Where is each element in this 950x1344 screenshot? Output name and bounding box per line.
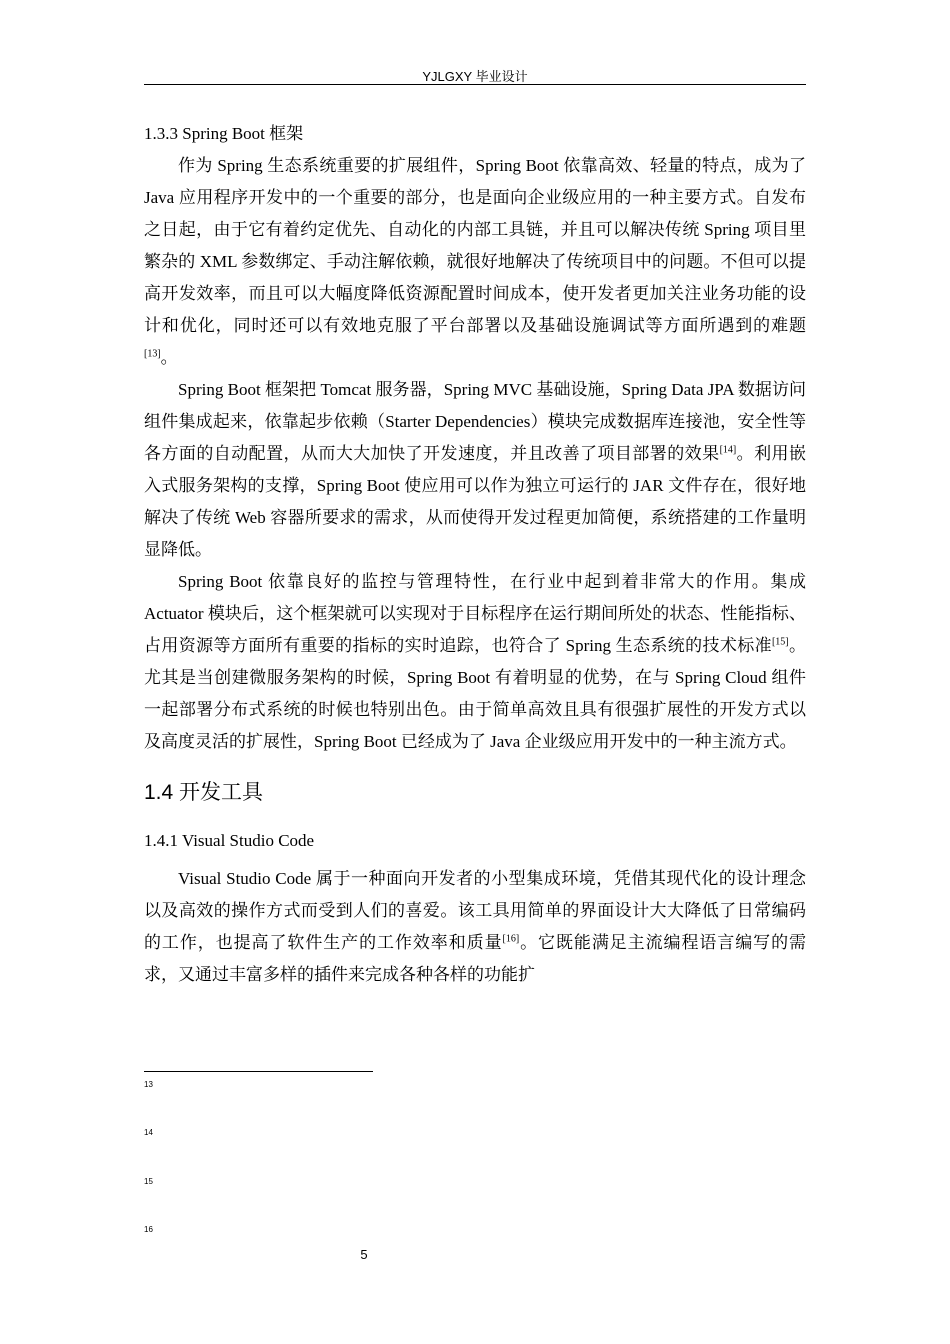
paragraph xyxy=(144,566,806,758)
paragraph-text: Spring Boot 依靠良好的监控与管理特性，在行业中起到着非常大的作用。集成 Actuator 模块后，这个框架就可以实现对于目标程序在运行期间所处的状态、性能指标、占用资源等方面所有重要的指标的实时追踪，也符合了 Spring 生态系统的技术标准 xyxy=(144,572,806,655)
section-heading-1-4: 1.4 开发工具 xyxy=(144,781,264,804)
section-heading-1-4-1: 1.4.1 Visual Studio Code xyxy=(144,831,315,850)
paragraph-text: Spring Boot 框架把 Tomcat 服务器，Spring MVC 基础设施，Spring Data JPA 数据访问组件集成起来，依靠起步依赖（Starter Dependencies）模块完成数据库连接池，安全性等各方面的自动配置，从而大大加快了开发速度，并且改善了项目部署的效果 xyxy=(144,380,806,463)
page-number: 5 xyxy=(360,1247,368,1262)
paragraph-text: 。 xyxy=(160,348,178,367)
citation: [13] xyxy=(144,348,161,360)
paragraph-text: Visual Studio Code 属于一种面向开发者的小型集成环境，凭借其现代化的设计理念以及高效的操作方式而受到人们的喜爱。该工具用简单的界面设计大大降低了日常编码的工作，也提高了软件生产的工作效率和质量 xyxy=(144,869,806,952)
footnote-marker: 16 xyxy=(144,1225,153,1234)
paragraph-text: 。它既能满足主流编程语言编写的需求，又通过丰富多样的插件来完成各种各样的功能扩 xyxy=(144,933,806,984)
body-text xyxy=(144,118,806,991)
paragraph-text: 作为 Spring 生态系统重要的扩展组件，Spring Boot 依靠高效、轻量的特点，成为了 Java 应用程序开发中的一个重要的部分，也是面向企业级应用的一种主要方式。自发布之日起，由于它有着约定优先、自动化的内部工具链，并且可以解决传统 Spring 项目里繁杂的 XML 参数绑定、手动注解依赖，就很好地解决了传统项目中的问题。不但可以提高开发效率，而且可以大幅度降低资源配置时间成本，使开发者更加关注业务功能的设计和优化，同时还可以有效地克服了平台部署以及基础设施调试等方面所遇到的难题 xyxy=(144,156,806,335)
citation: [16] xyxy=(502,933,520,945)
paragraph-text: 。利用嵌入式服务架构的支撑，Spring Boot 使应用可以作为独立可运行的 JAR 文件存在，很好地解决了传统 Web 容器所要求的需求，从而使得开发过程更加简便，系统搭建的工作量明显降低。 xyxy=(144,444,806,559)
citation: [14] xyxy=(719,444,737,456)
paragraph xyxy=(144,863,806,991)
footnote-marker: 14 xyxy=(144,1128,153,1137)
footnote-marker: 13 xyxy=(144,1080,153,1089)
paragraph xyxy=(144,150,806,374)
page-header: YJLGXY 毕业设计 xyxy=(144,66,806,85)
paragraph xyxy=(144,374,806,566)
footnote-divider xyxy=(144,1071,373,1072)
footnote-marker: 15 xyxy=(144,1177,153,1186)
paragraph-text: 。尤其是当创建微服务架构的时候，Spring Boot 有着明显的优势，在与 Spring Cloud 组件一起部署分布式系统的时候也特别出色。由于简单高效且具有很强扩展性的开发方式以及高度灵活的扩展性，Spring Boot 已经成为了 Java 企业级应用开发中的一种主流方式。 xyxy=(144,636,806,751)
citation: [15] xyxy=(771,636,789,648)
section-heading-1-3-3: 1.3.3 Spring Boot 框架 xyxy=(144,124,304,143)
